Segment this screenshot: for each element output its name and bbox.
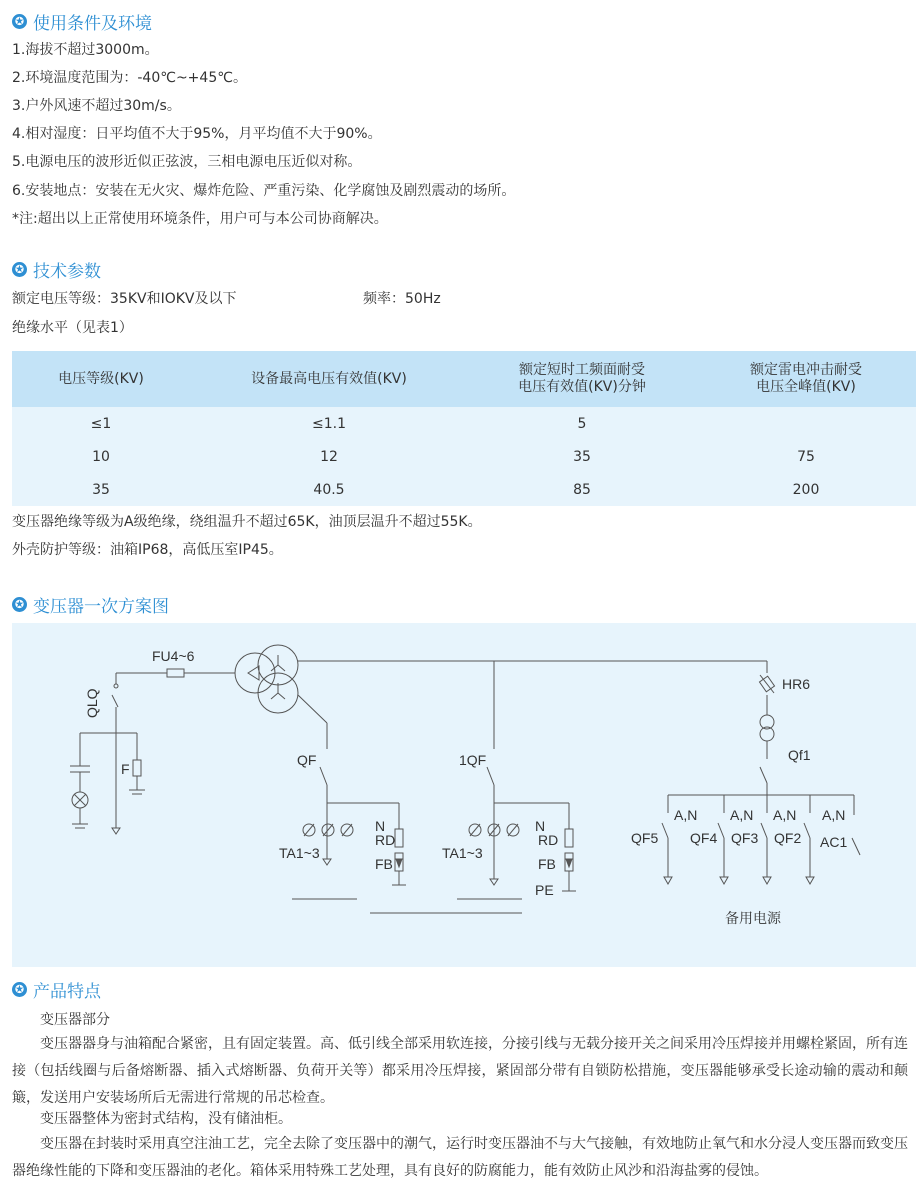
table-row [12,440,916,473]
table-header: 额定雷电冲击耐受 电压全峰值(KV) [696,351,916,407]
label-ta1: TA1~3 [279,845,320,861]
label-fu: FU4~6 [152,648,195,664]
label-qf5: QF5 [631,830,659,846]
label-ac1: AC1 [820,834,848,850]
insulation-level: 绝缘水平（见表1） [12,320,133,336]
label-1qf: 1QF [459,752,487,768]
label-fb2: FB [538,856,556,872]
table-row [12,473,916,506]
section-title-features [12,977,101,1002]
label-qf2: QF2 [774,830,802,846]
table-header-row [12,351,916,407]
label-an: A,N [773,807,797,823]
label-hr6: HR6 [782,676,811,692]
label-qf: QF [297,752,317,768]
label-n1: N [375,818,386,834]
features-title: 产品特点 [33,982,101,1002]
condition-item: 1.海拔不超过3000m。 [12,42,159,58]
table-cell: 75 [696,440,916,473]
condition-note: *注:超出以上正常使用环境条件，用户可与本公司协商解决。 [12,211,388,227]
label-pe: PE [535,882,554,898]
label-f: F [121,761,130,777]
table-cell: 85 [468,473,696,506]
condition-item: 6.安装地点：安装在无火灾、爆炸危险、严重污染、化学腐蚀及剧烈震动的场所。 [12,183,516,199]
label-an: A,N [730,807,754,823]
label-ta2: TA1~3 [442,845,483,861]
tech-title: 技术参数 [33,262,101,282]
condition-item: 5.电源电压的波形近似正弦波，三相电源电压近似对称。 [12,154,362,170]
features-paragraph: 变压器器身与油箱配合紧密，且有固定装置。高、低引线全部采用软连接，分接引线与无载分接开关之间采用冷压焊接并用螺栓紧固，所有连接（包括线圈与后备熔断器、插入式熔断器、负荷开关等）都采用冷压焊接，紧固部分带有自锁防松措施，变压器能够承受长途动输的震动和颠簸，发送用户安装场所后无需进行常规的吊芯检查。 [12,1036,908,1106]
features-paragraph: 变压器整体为密封式结构，没有储油柜。 [40,1111,292,1127]
table-cell: 35 [12,473,190,506]
table-cell: ≤1 [12,407,190,440]
table-cell: 40.5 [190,473,468,506]
label-an: A,N [822,807,846,823]
table-cell: 10 [12,440,190,473]
star-bullet-icon: ✪ [12,982,27,997]
protection-note: 外壳防护等级：油箱IP68，高低压室IP45。 [12,542,283,558]
table-header: 设备最高电压有效值(KV) [190,351,468,407]
star-bullet-icon: ✪ [12,262,27,277]
table-cell: ≤1.1 [190,407,468,440]
star-bullet-icon: ✪ [12,597,27,612]
label-qf3: QF3 [731,830,759,846]
wiring-diagram [12,623,916,967]
label-spare-power: 备用电源 [725,910,781,926]
label-qf4: QF4 [690,830,718,846]
rated-voltage: 额定电压等级：35KV和IOKV及以下 [12,291,237,307]
condition-item: 3.户外风速不超过30m/s。 [12,98,181,114]
table-cell [696,407,916,440]
table-cell: 5 [468,407,696,440]
features-subtitle: 变压器部分 [40,1012,110,1028]
table-cell: 12 [190,440,468,473]
label-an: A,N [674,807,698,823]
insulation-note: 变压器绝缘等级为A级绝缘，绕组温升不超过65K，油顶层温升不超过55K。 [12,514,482,530]
label-fb1: FB [375,856,393,872]
conditions-title: 使用条件及环境 [33,14,152,34]
section-title-tech [12,257,101,282]
table-row [12,407,916,440]
section-title-conditions [12,9,152,34]
condition-item: 4.相对湿度：日平均值不大于95%，月平均值不大于90%。 [12,126,382,142]
star-bullet-icon: ✪ [12,14,27,29]
label-qlq: QLQ [84,688,100,718]
table-header: 额定短时工频面耐受 电压有效值(KV)分钟 [468,351,696,407]
label-n2: N [535,818,546,834]
insulation-table [12,351,916,506]
scheme-title: 变压器一次方案图 [33,597,169,617]
condition-item: 2.环境温度范围为：-40℃~+45℃。 [12,70,247,86]
table-header: 电压等级(KV) [12,351,190,407]
features-paragraph: 变压器在封装时采用真空注油工艺，完全去除了变压器中的潮气，运行时变压器油不与大气接触，有效地防止氧气和水分浸人变压器而致变压器绝缘性能的下降和变压器油的老化。箱体采用特殊工艺处理，具有良好的防腐能力，能有效防止风沙和沿海盐雾的侵蚀。 [12,1136,908,1179]
label-rd1: RD [375,832,396,848]
table-cell: 35 [468,440,696,473]
label-rd2: RD [538,832,559,848]
label-qf1-small: Qf1 [788,747,811,763]
table-cell: 200 [696,473,916,506]
frequency: 频率：50Hz [363,291,441,307]
section-title-scheme [12,592,169,617]
wiring-diagram-svg [12,623,916,967]
